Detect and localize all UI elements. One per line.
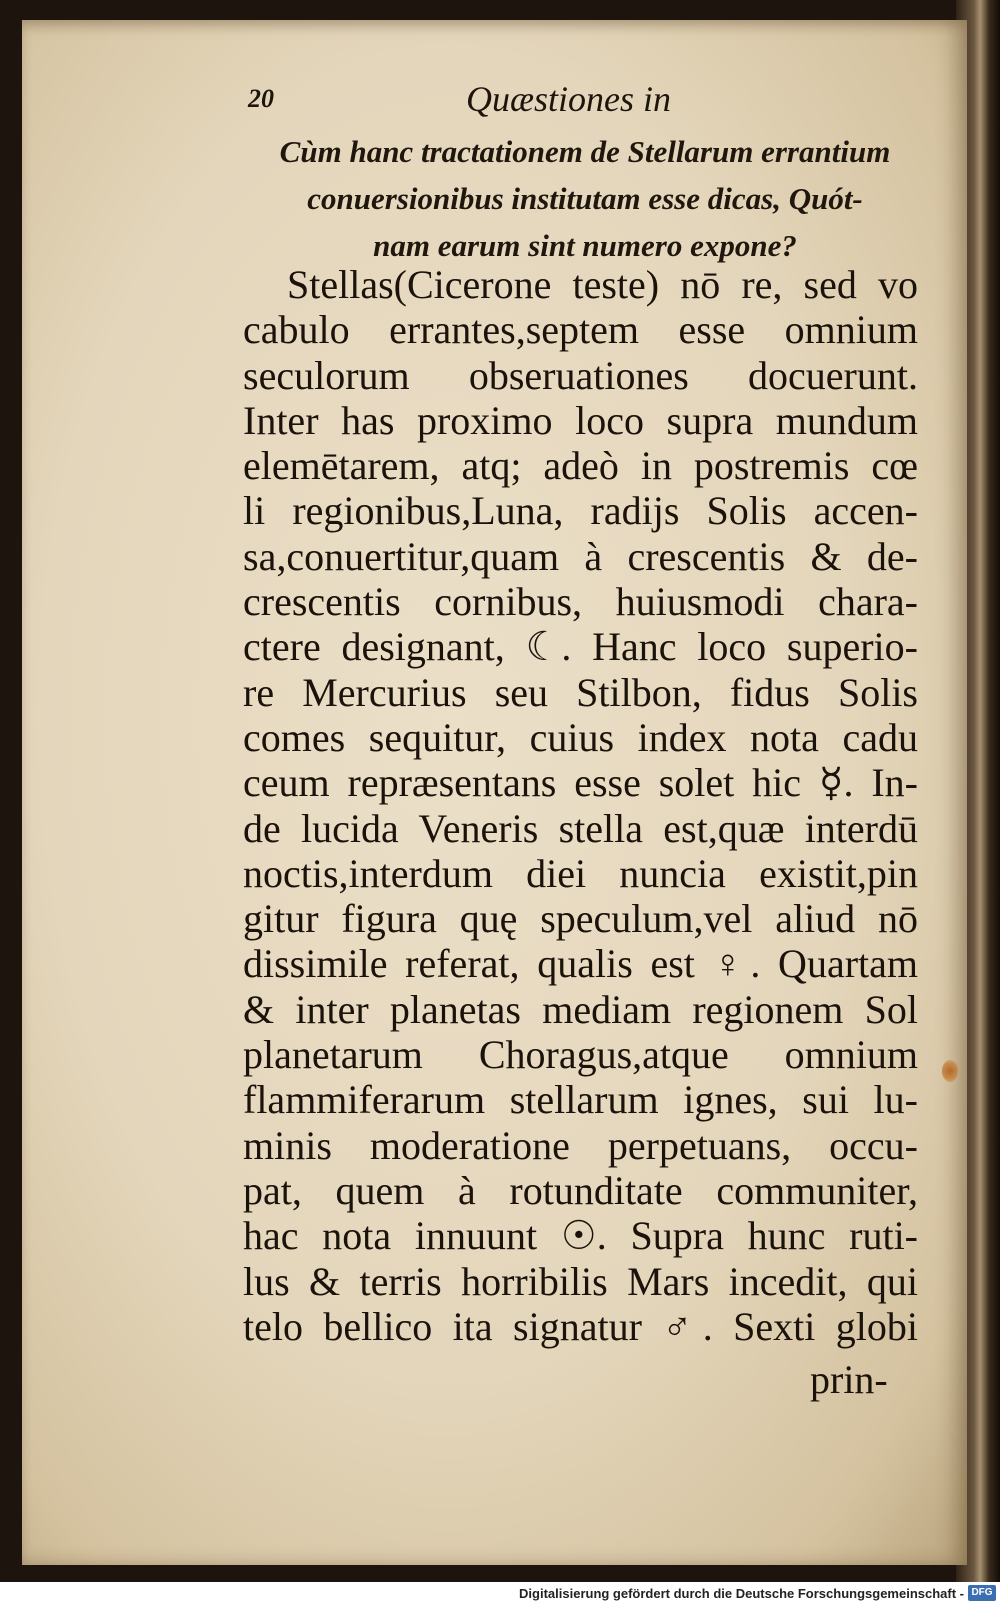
body-line: & inter planetas mediam regionem Sol <box>243 986 918 1032</box>
body-line: li regionibus,Luna, radijs Solis accen- <box>243 488 918 534</box>
body-line: planetarum Choragus,atque omnium <box>243 1032 918 1078</box>
question-line: Cùm hanc tractationem de Stellarum errantium <box>279 134 891 169</box>
body-paragraph <box>243 262 918 1349</box>
body-line: de lucida Veneris stella est,quæ interdū <box>243 805 918 851</box>
footer-credit: Digitalisierung gefördert durch die Deutsche Forschungsgemeinschaft - <box>519 1586 964 1601</box>
body-line: crescentis cornibus, huiusmodi chara- <box>243 579 918 625</box>
body-line: ctere designant, ☾. Hanc loco superio- <box>243 624 918 670</box>
body-line: dissimile referat, qualis est ♀. Quartam <box>243 941 918 987</box>
question-line: nam earum sint numero expone? <box>373 228 797 263</box>
digitization-footer <box>0 1582 1000 1607</box>
body-line: re Mercurius seu Stilbon, fidus Solis <box>243 669 918 715</box>
body-line: noctis,interdum diei nuncia existit,pin <box>243 850 918 896</box>
body-line: flammiferarum stellarum ignes, sui lu- <box>243 1077 918 1123</box>
ink-blot <box>942 1060 958 1082</box>
body-line: Inter has proximo loco supra mundum <box>243 397 918 443</box>
running-title: Quæstiones in <box>466 79 672 119</box>
body-line: elemētarem, atq; adeò in postremis cœ <box>243 443 918 489</box>
page-number: 20 <box>248 84 274 113</box>
question-heading <box>250 128 920 269</box>
running-head <box>0 78 1000 128</box>
body-line: seculorum obseruationes docuerunt. <box>243 352 918 398</box>
body-line: hac nota innuunt ☉. Supra hunc ruti- <box>243 1213 918 1259</box>
catchword: prin- <box>810 1357 888 1402</box>
body-line: sa,conuertitur,quam à crescentis & de- <box>243 533 918 579</box>
body-line: minis moderatione perpetuans, occu- <box>243 1122 918 1168</box>
body-line: comes sequitur, cuius index nota cadu <box>243 714 918 760</box>
body-line: lus & terris horribilis Mars incedit, qui <box>243 1258 918 1304</box>
body-line: Stellas(Cicerone teste) nō re, sed vo <box>287 262 918 307</box>
body-line: cabulo errantes,septem esse omnium <box>243 307 918 353</box>
body-line: telo bellico ita signatur ♂. Sexti globi <box>243 1303 918 1349</box>
body-line: ceum repræsentans esse solet hic ☿. In- <box>243 760 918 806</box>
body-line: gitur figura quę speculum,vel aliud nō <box>243 896 918 942</box>
body-line: pat, quem à rotunditate communiter, <box>243 1167 918 1213</box>
dfg-logo-icon: DFG <box>968 1585 996 1601</box>
question-line: conuersionibus institutam esse dicas, Quót- <box>307 181 863 216</box>
